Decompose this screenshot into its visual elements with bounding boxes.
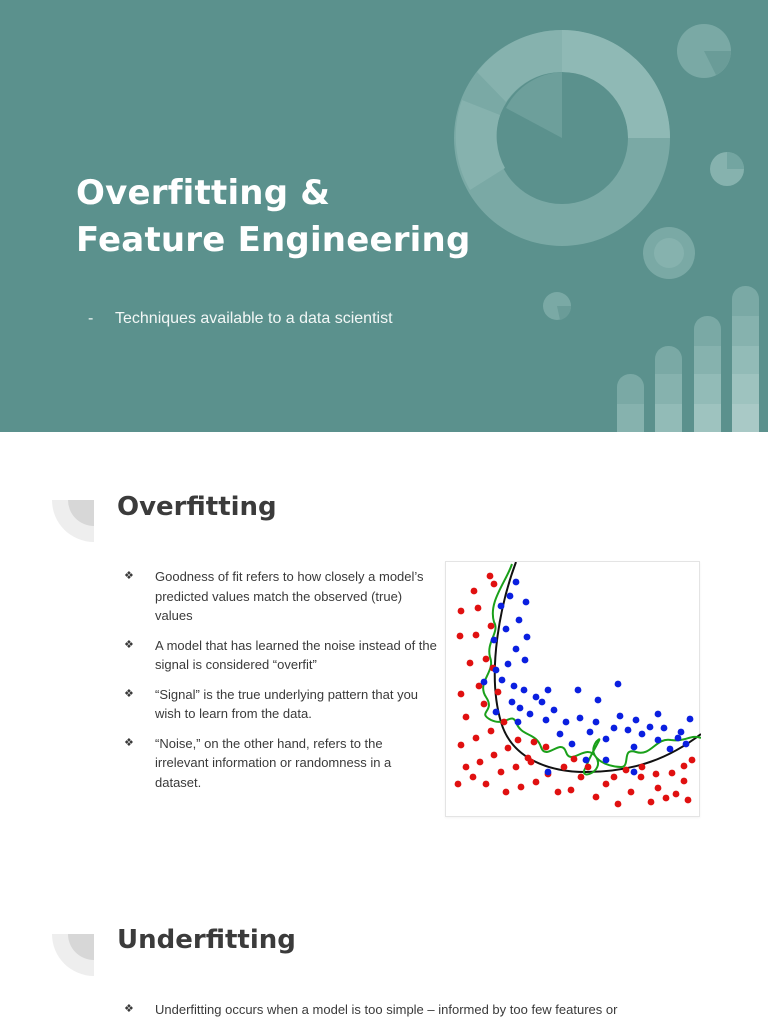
scatter-point xyxy=(475,605,482,612)
scatter-point xyxy=(531,739,538,746)
heading-decoration-icon xyxy=(52,932,96,976)
scatter-point xyxy=(633,717,640,724)
scatter-point xyxy=(488,623,495,630)
scatter-point xyxy=(628,789,635,796)
heading-decoration-icon xyxy=(52,498,96,542)
scatter-point xyxy=(675,735,682,742)
scatter-point xyxy=(571,756,578,763)
scatter-point xyxy=(603,757,610,764)
scatter-point xyxy=(477,759,484,766)
scatter-point xyxy=(575,687,582,694)
scatter-point xyxy=(655,785,662,792)
scatter-point xyxy=(481,679,488,686)
scatter-point xyxy=(617,713,624,720)
overfitting-figure xyxy=(445,561,700,817)
scatter-point xyxy=(463,714,470,721)
scatter-point xyxy=(615,801,622,808)
scatter-point xyxy=(470,774,477,781)
scatter-point xyxy=(522,657,529,664)
scatter-point xyxy=(521,687,528,694)
title-line-1: Overfitting & xyxy=(76,173,331,213)
subtitle-dash: - xyxy=(88,310,94,327)
scatter-point xyxy=(653,771,660,778)
scatter-point xyxy=(491,637,498,644)
scatter-point xyxy=(663,795,670,802)
scatter-point xyxy=(533,779,540,786)
scatter-point xyxy=(499,677,506,684)
presentation-title xyxy=(76,170,471,264)
scatter-point xyxy=(631,744,638,751)
scatter-point xyxy=(661,725,668,732)
scatter-point xyxy=(533,694,540,701)
scatter-point xyxy=(669,770,676,777)
scatter-plot-icon xyxy=(446,562,701,818)
scatter-point xyxy=(487,573,494,580)
scatter-point xyxy=(603,736,610,743)
scatter-point xyxy=(639,764,646,771)
title-slide xyxy=(0,0,768,432)
scatter-point xyxy=(517,705,524,712)
scatter-point xyxy=(543,744,550,751)
scatter-point xyxy=(458,742,465,749)
scatter-point xyxy=(483,656,490,663)
scatter-point xyxy=(524,634,531,641)
bullet-diamond-icon: ❖ xyxy=(124,570,134,582)
scatter-point xyxy=(518,784,525,791)
scatter-point xyxy=(647,724,654,731)
scatter-point xyxy=(625,727,632,734)
scatter-point xyxy=(603,781,610,788)
scatter-point xyxy=(467,660,474,667)
scatter-point xyxy=(569,741,576,748)
scatter-point xyxy=(557,731,564,738)
bullet-diamond-icon: ❖ xyxy=(124,638,134,651)
scatter-point xyxy=(593,794,600,801)
bullet-diamond-icon: ❖ xyxy=(124,1003,134,1015)
scatter-point xyxy=(578,774,585,781)
scatter-point xyxy=(503,789,510,796)
scatter-point xyxy=(463,764,470,771)
scatter-point xyxy=(516,617,523,624)
scatter-point xyxy=(513,764,520,771)
scatter-point xyxy=(545,769,552,776)
scatter-point xyxy=(509,699,516,706)
scatter-point xyxy=(501,719,508,726)
scatter-point xyxy=(673,791,680,798)
scatter-point xyxy=(498,603,505,610)
scatter-point xyxy=(457,633,464,640)
scatter-point xyxy=(593,719,600,726)
scatter-point xyxy=(681,763,688,770)
scatter-point xyxy=(483,781,490,788)
list-item: ❖ “Noise,” on the other hand, refers to the irrelevant information or randomness in a dataset. xyxy=(124,735,392,790)
underfitting-heading: Underfitting xyxy=(117,925,296,955)
scatter-point xyxy=(473,632,480,639)
scatter-point xyxy=(515,737,522,744)
scatter-point xyxy=(583,757,590,764)
overfitting-heading: Overfitting xyxy=(117,492,277,522)
scatter-point xyxy=(655,711,662,718)
scatter-point xyxy=(585,764,592,771)
list-item: ❖ “Signal” is the true underlying pattern that you wish to learn from the data. xyxy=(124,686,419,721)
scatter-point xyxy=(488,728,495,735)
scatter-point xyxy=(678,729,685,736)
scatter-point xyxy=(623,767,630,774)
scatter-point xyxy=(511,683,518,690)
scatter-point xyxy=(683,741,690,748)
scatter-point xyxy=(685,797,692,804)
scatter-point xyxy=(498,769,505,776)
scatter-point xyxy=(527,711,534,718)
scatter-point xyxy=(577,715,584,722)
bullet-diamond-icon: ❖ xyxy=(124,687,134,700)
scatter-point xyxy=(513,646,520,653)
subtitle xyxy=(88,310,393,328)
scatter-point xyxy=(458,608,465,615)
bullet-diamond-icon: ❖ xyxy=(124,736,134,749)
scatter-point xyxy=(611,774,618,781)
scatter-point xyxy=(689,757,696,764)
scatter-point xyxy=(471,588,478,595)
scatter-point xyxy=(503,626,510,633)
overfit-boundary-curve xyxy=(483,564,701,774)
scatter-point xyxy=(505,661,512,668)
scatter-point xyxy=(507,593,514,600)
scatter-point xyxy=(648,799,655,806)
scatter-point xyxy=(587,729,594,736)
scatter-point xyxy=(505,745,512,752)
scatter-point xyxy=(491,752,498,759)
scatter-point xyxy=(523,599,530,606)
scatter-point xyxy=(493,709,500,716)
subtitle-text: Techniques available to a data scientist xyxy=(115,310,393,327)
class-b-points xyxy=(481,579,694,776)
scatter-point xyxy=(568,787,575,794)
scatter-point xyxy=(555,789,562,796)
overfitting-bullet-list xyxy=(124,567,439,802)
scatter-point xyxy=(545,687,552,694)
scatter-point xyxy=(491,581,498,588)
scatter-point xyxy=(551,707,558,714)
scatter-point xyxy=(473,735,480,742)
scatter-point xyxy=(495,689,502,696)
scatter-point xyxy=(528,759,535,766)
scatter-point xyxy=(667,746,674,753)
scatter-point xyxy=(595,697,602,704)
scatter-point xyxy=(563,719,570,726)
scatter-point xyxy=(681,778,688,785)
scatter-point xyxy=(561,764,568,771)
scatter-point xyxy=(481,701,488,708)
scatter-point xyxy=(655,737,662,744)
underfitting-bullet: ❖ Underfitting occurs when a model is too simple – informed by too few features or xyxy=(124,1000,724,1024)
scatter-point xyxy=(543,717,550,724)
scatter-point xyxy=(639,731,646,738)
scatter-point xyxy=(458,691,465,698)
list-item: ❖ A model that has learned the noise instead of the signal is considered “overfit” xyxy=(124,637,437,672)
scatter-point xyxy=(611,725,618,732)
scatter-point xyxy=(539,699,546,706)
list-item: ❖ Goodness of fit refers to how closely a model’s predicted values match the observed (true) values xyxy=(124,569,424,623)
scatter-point xyxy=(687,716,694,723)
scatter-point xyxy=(515,719,522,726)
scatter-point xyxy=(615,681,622,688)
scatter-point xyxy=(493,667,500,674)
scatter-point xyxy=(513,579,520,586)
scatter-point xyxy=(631,769,638,776)
scatter-point xyxy=(455,781,462,788)
title-line-2: Feature Engineering xyxy=(76,220,471,260)
scatter-point xyxy=(638,774,645,781)
